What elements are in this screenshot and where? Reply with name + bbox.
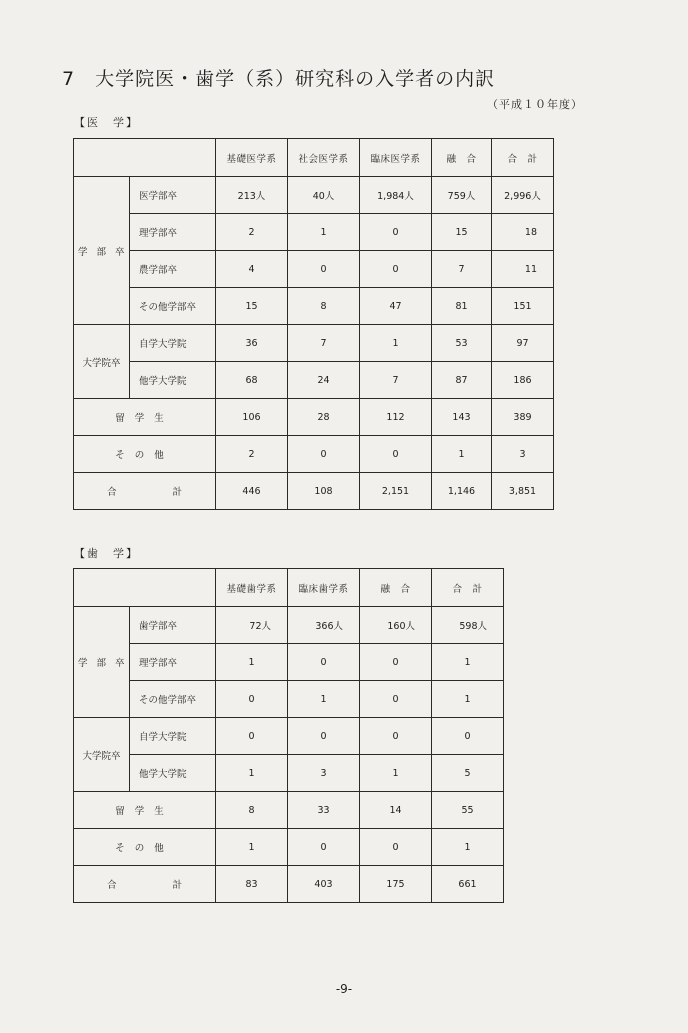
cell: 1,146	[432, 473, 492, 510]
medicine-table	[73, 138, 554, 510]
group-label-daigakuin: 大学院卒	[74, 718, 130, 792]
total-row	[74, 473, 554, 510]
table-header-row	[74, 569, 504, 607]
medicine-section-label: 【医 学】	[74, 116, 139, 129]
row-label: その他学部卒	[130, 681, 216, 718]
table-row	[74, 607, 504, 644]
total-label	[74, 473, 216, 510]
cell: 108	[288, 473, 360, 510]
total-label-b: 計	[172, 487, 183, 498]
column-header: 融 合	[432, 139, 492, 177]
cell: 72人	[216, 607, 288, 644]
cell: 15	[216, 288, 288, 325]
table-row	[74, 792, 504, 829]
cell: 5	[432, 755, 504, 792]
cell: 0	[288, 644, 360, 681]
cell: 97	[492, 325, 554, 362]
dentistry-table	[73, 568, 504, 903]
row-label: 理学部卒	[130, 214, 216, 251]
column-header: 臨床医学系	[360, 139, 432, 177]
group-label-gakubu: 学 部 卒	[74, 177, 130, 325]
row-label: 自学大学院	[130, 718, 216, 755]
cell: 87	[432, 362, 492, 399]
total-label	[74, 866, 216, 903]
cell: 0	[360, 214, 432, 251]
cell: 1,984人	[360, 177, 432, 214]
cell: 389	[492, 399, 554, 436]
cell: 14	[360, 792, 432, 829]
cell: 1	[432, 436, 492, 473]
cell: 112	[360, 399, 432, 436]
cell: 661	[432, 866, 504, 903]
row-label: 他学大学院	[130, 755, 216, 792]
cell: 106	[216, 399, 288, 436]
row-label: 医学部卒	[130, 177, 216, 214]
cell: 151	[492, 288, 554, 325]
column-header: 合 計	[492, 139, 554, 177]
cell: 160人	[360, 607, 432, 644]
cell: 0	[216, 718, 288, 755]
table-row	[74, 829, 504, 866]
row-label: 他学大学院	[130, 362, 216, 399]
cell: 0	[216, 681, 288, 718]
cell: 1	[288, 214, 360, 251]
cell: 1	[216, 755, 288, 792]
page-number: -9-	[335, 982, 353, 996]
table-row	[74, 362, 554, 399]
table-row	[74, 251, 554, 288]
page-title	[62, 64, 495, 91]
column-header: 臨床歯学系	[288, 569, 360, 607]
cell: 47	[360, 288, 432, 325]
cell: 2,151	[360, 473, 432, 510]
column-header: 合 計	[432, 569, 504, 607]
cell: 18	[492, 214, 554, 251]
cell: 36	[216, 325, 288, 362]
cell: 0	[432, 718, 504, 755]
cell: 8	[216, 792, 288, 829]
cell: 1	[360, 755, 432, 792]
cell: 24	[288, 362, 360, 399]
cell: 1	[360, 325, 432, 362]
table-row	[74, 718, 504, 755]
table-header-row	[74, 139, 554, 177]
cell: 7	[360, 362, 432, 399]
table-row	[74, 325, 554, 362]
cell: 213人	[216, 177, 288, 214]
row-label: 理学部卒	[130, 644, 216, 681]
header-corner	[74, 139, 216, 177]
row-label: 留学生	[74, 399, 216, 436]
row-label: その他	[74, 829, 216, 866]
group-label-gakubu: 学 部 卒	[74, 607, 130, 718]
cell: 0	[360, 829, 432, 866]
cell: 186	[492, 362, 554, 399]
column-header: 融 合	[360, 569, 432, 607]
cell: 366人	[288, 607, 360, 644]
column-header: 社会医学系	[288, 139, 360, 177]
cell: 68	[216, 362, 288, 399]
cell: 53	[432, 325, 492, 362]
cell: 3	[288, 755, 360, 792]
header-corner	[74, 569, 216, 607]
title-text: 大学院医・歯学（系）研究科の入学者の内訳	[95, 68, 496, 90]
dentistry-section-label: 【歯 学】	[74, 547, 139, 560]
cell: 1	[432, 829, 504, 866]
total-row	[74, 866, 504, 903]
table-row	[74, 288, 554, 325]
row-label: その他	[74, 436, 216, 473]
total-label-a: 合	[106, 487, 117, 498]
row-label: 自学大学院	[130, 325, 216, 362]
cell: 1	[216, 644, 288, 681]
table-row	[74, 214, 554, 251]
cell: 15	[432, 214, 492, 251]
cell: 1	[288, 681, 360, 718]
cell: 175	[360, 866, 432, 903]
row-label: 歯学部卒	[130, 607, 216, 644]
row-label: 留学生	[74, 792, 216, 829]
column-header: 基礎医学系	[216, 139, 288, 177]
cell: 4	[216, 251, 288, 288]
row-label: その他学部卒	[130, 288, 216, 325]
cell: 83	[216, 866, 288, 903]
column-header: 基礎歯学系	[216, 569, 288, 607]
table-row	[74, 644, 504, 681]
fiscal-year-note: （平成１０年度）	[487, 98, 583, 111]
cell: 0	[288, 436, 360, 473]
table-row	[74, 755, 504, 792]
cell: 40人	[288, 177, 360, 214]
cell: 7	[288, 325, 360, 362]
cell: 143	[432, 399, 492, 436]
table-row	[74, 177, 554, 214]
cell: 7	[432, 251, 492, 288]
cell: 11	[492, 251, 554, 288]
total-label-a: 合	[106, 880, 117, 891]
cell: 2	[216, 214, 288, 251]
cell: 759人	[432, 177, 492, 214]
cell: 0	[360, 644, 432, 681]
group-label-daigakuin: 大学院卒	[74, 325, 130, 399]
cell: 2	[216, 436, 288, 473]
cell: 0	[360, 681, 432, 718]
total-label-b: 計	[172, 880, 183, 891]
cell: 0	[360, 718, 432, 755]
cell: 446	[216, 473, 288, 510]
cell: 1	[216, 829, 288, 866]
cell: 0	[288, 829, 360, 866]
cell: 0	[288, 718, 360, 755]
cell: 2,996人	[492, 177, 554, 214]
cell: 33	[288, 792, 360, 829]
table-row	[74, 399, 554, 436]
cell: 3,851	[492, 473, 554, 510]
cell: 598人	[432, 607, 504, 644]
cell: 0	[360, 251, 432, 288]
table-row	[74, 681, 504, 718]
cell: 0	[288, 251, 360, 288]
cell: 28	[288, 399, 360, 436]
cell: 3	[492, 436, 554, 473]
cell: 8	[288, 288, 360, 325]
cell: 55	[432, 792, 504, 829]
cell: 1	[432, 681, 504, 718]
table-row	[74, 436, 554, 473]
cell: 0	[360, 436, 432, 473]
cell: 81	[432, 288, 492, 325]
row-label: 農学部卒	[130, 251, 216, 288]
section-number: 7	[62, 68, 76, 90]
cell: 403	[288, 866, 360, 903]
cell: 1	[432, 644, 504, 681]
